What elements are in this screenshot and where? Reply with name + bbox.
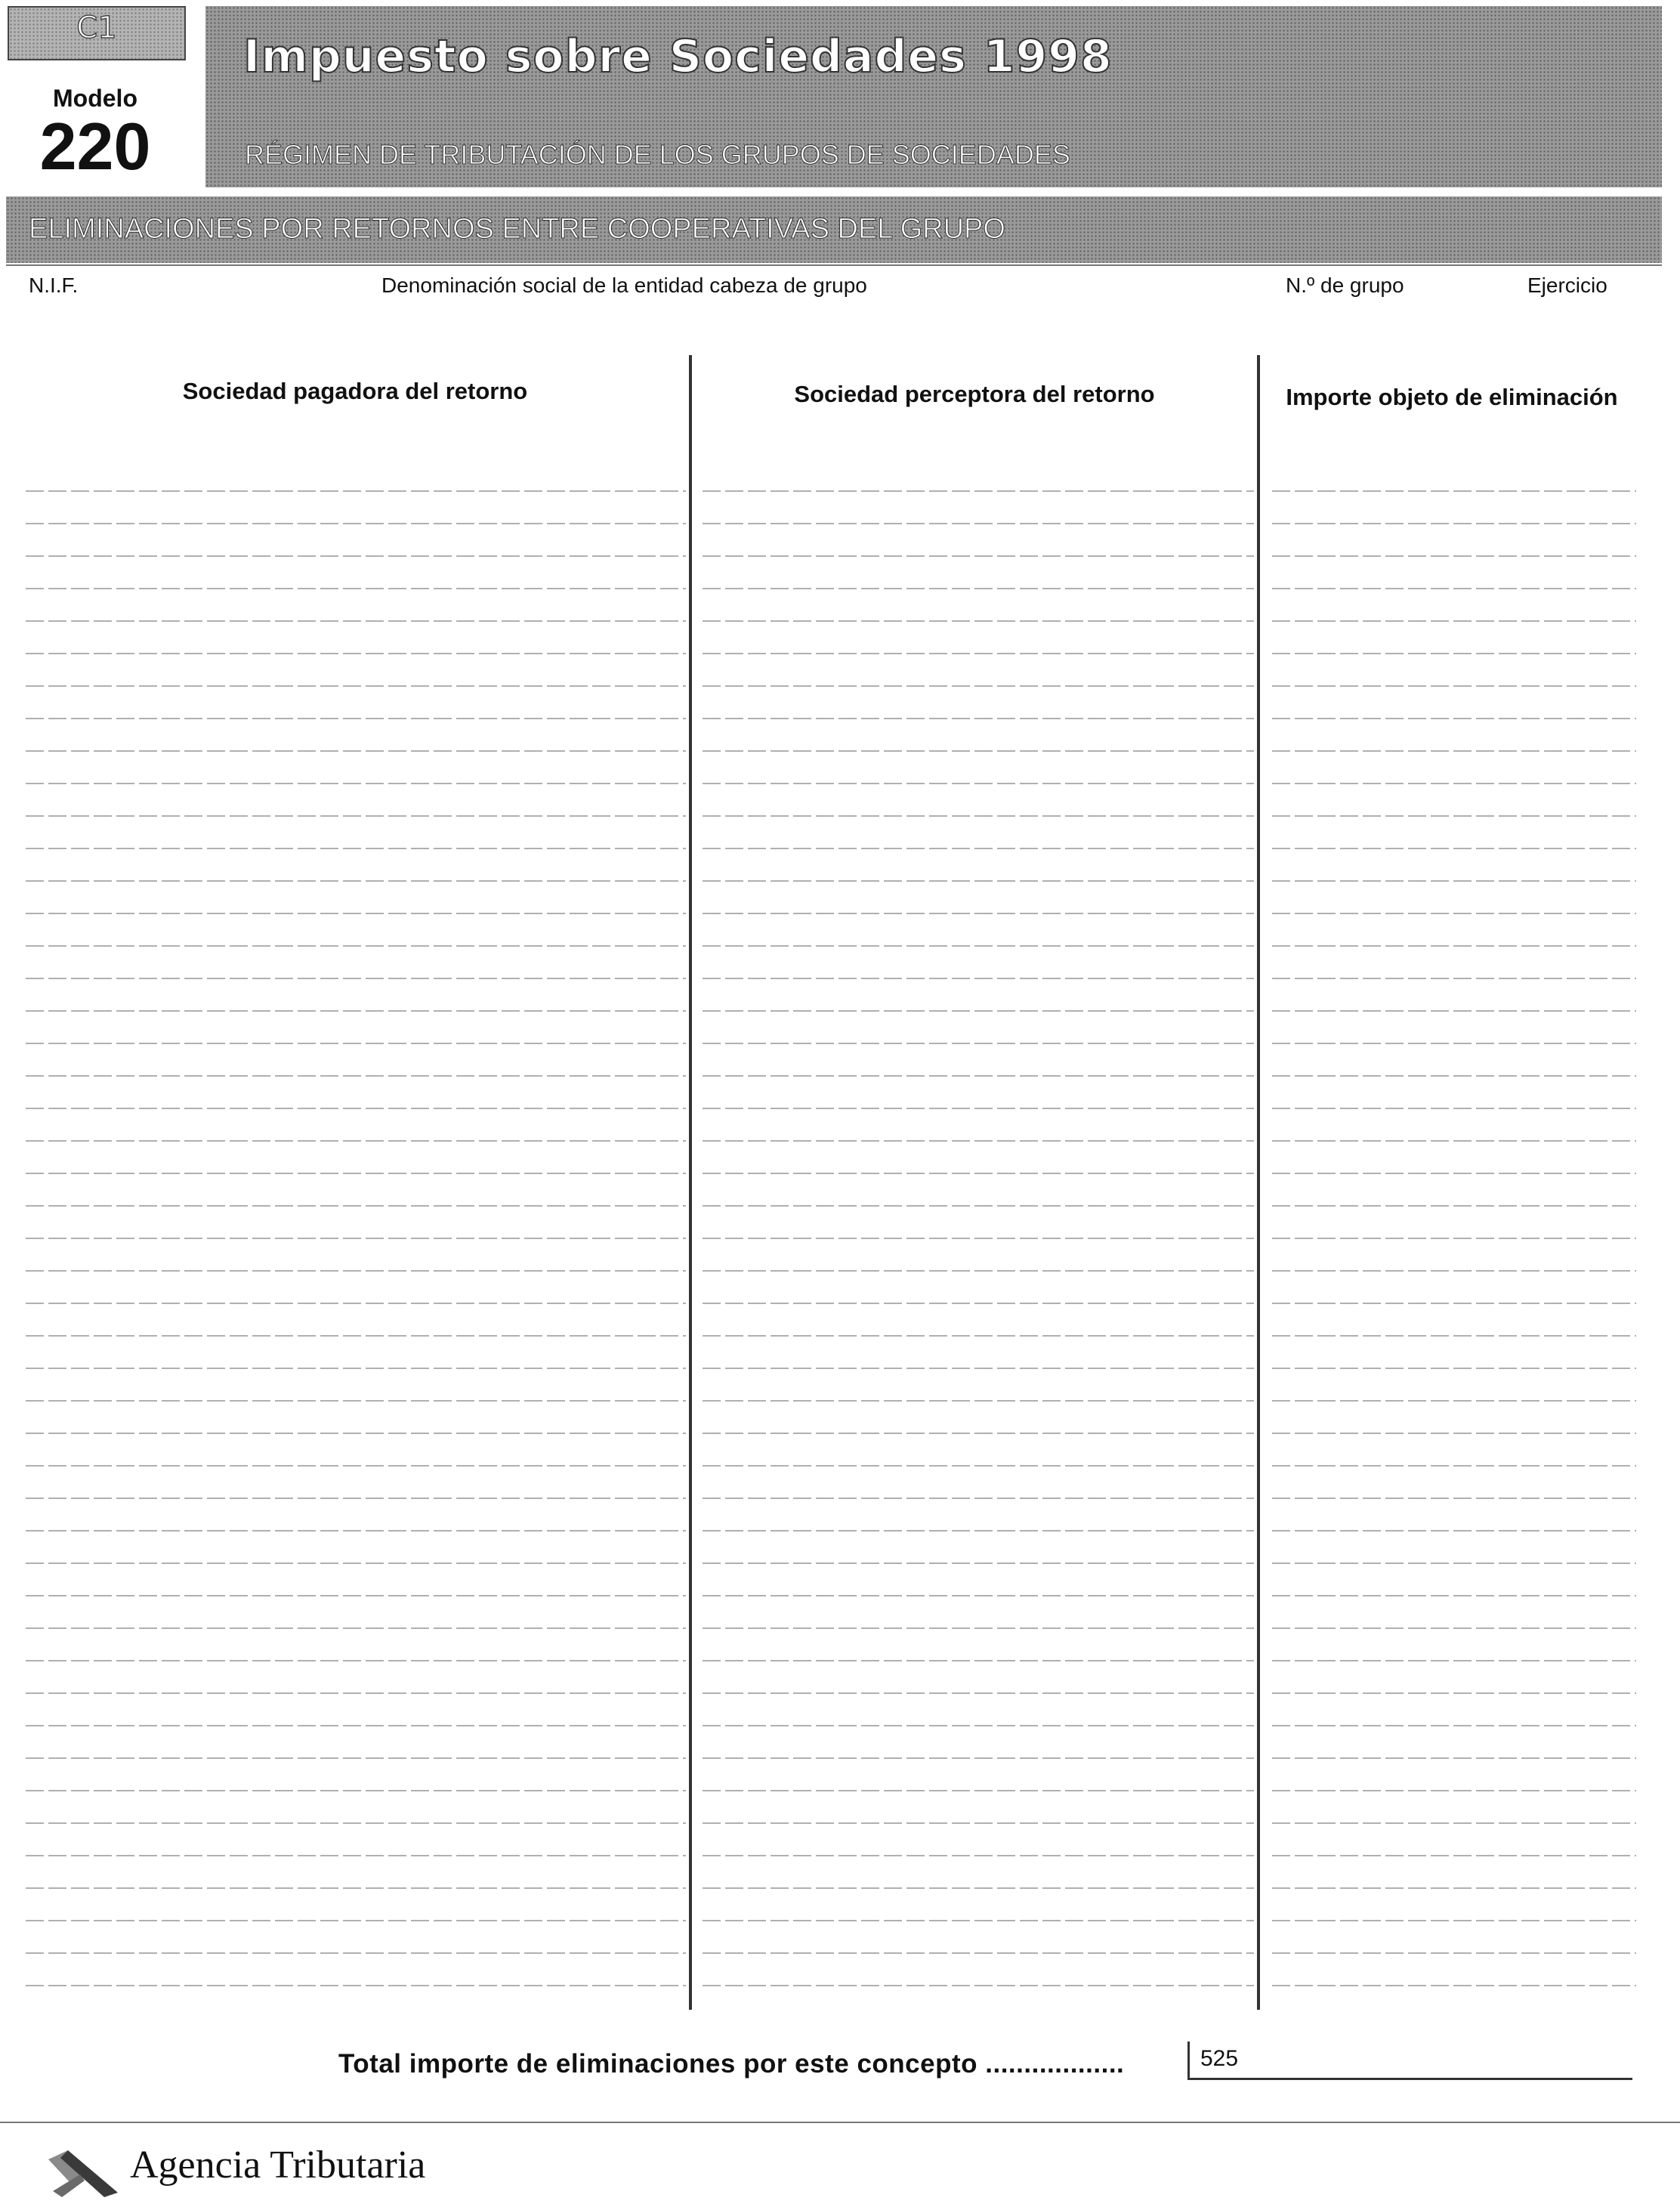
header-rule <box>6 264 1662 266</box>
modelo-number: 220 <box>39 109 151 184</box>
modelo-label: Modelo <box>53 85 137 112</box>
entry-lines-importe[interactable] <box>1268 459 1636 1992</box>
ejercicio-label: Ejercicio <box>1527 274 1607 297</box>
agency-name: Agencia Tributaria <box>130 2144 426 2187</box>
section-title: ELIMINACIONES POR RETORNOS ENTRE COOPERATIVAS DEL GRUPO <box>29 213 1005 245</box>
entry-lines-pagadora[interactable] <box>21 459 686 1992</box>
total-input-box[interactable] <box>1187 2042 1632 2080</box>
grupo-label: N.º de grupo <box>1286 274 1404 297</box>
column-title-pagadora: Sociedad pagadora del retorno <box>182 378 528 404</box>
section-band <box>6 196 1662 263</box>
total-box-code: 525 <box>1200 2046 1239 2071</box>
column-divider-2 <box>1257 355 1260 2010</box>
column-title-importe: Importe objeto de eliminación <box>1286 384 1618 410</box>
footer-rule <box>0 2122 1680 2123</box>
form-title: Impuesto sobre Sociedades 1998 <box>243 30 1113 83</box>
form-code-box <box>8 6 186 60</box>
total-label: Total importe de eliminaciones por este concepto .................. <box>338 2049 1125 2079</box>
title-band <box>205 6 1662 187</box>
agencia-tributaria-logo-icon <box>45 2144 121 2199</box>
nif-label: N.I.F. <box>29 274 79 297</box>
denominacion-label: Denominación social de la entidad cabeza de grupo <box>381 274 867 297</box>
form-code: C1 <box>76 11 117 45</box>
column-divider-1 <box>689 355 692 2010</box>
column-title-perceptora: Sociedad perceptora del retorno <box>794 381 1155 407</box>
entry-lines-perceptora[interactable] <box>698 459 1254 1992</box>
form-subtitle: RÉGIMEN DE TRIBUTACIÓN DE LOS GRUPOS DE SOCIEDADES <box>245 139 1070 170</box>
